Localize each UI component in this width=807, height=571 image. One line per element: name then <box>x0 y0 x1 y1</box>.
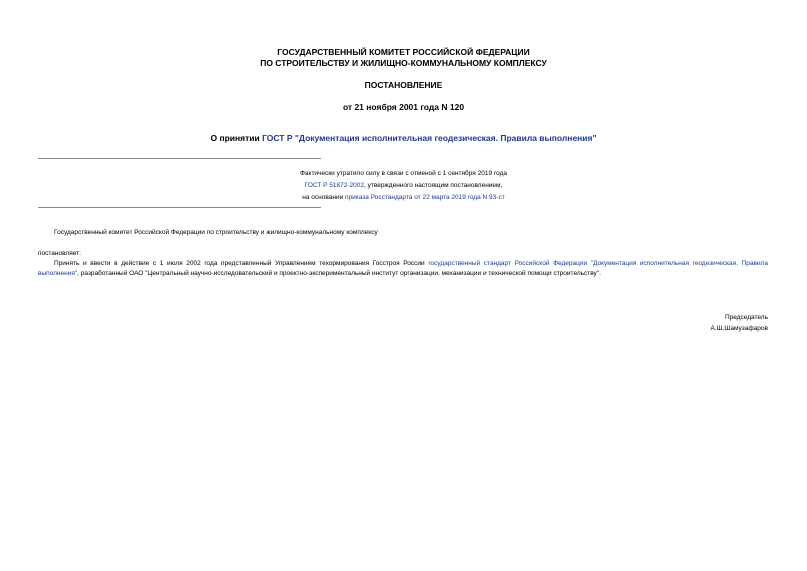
notice-order-link[interactable]: приказа Росстандарта от 22 марта 2019 года N 93-ст <box>345 194 505 201</box>
document-title <box>0 133 807 144</box>
notice-line-2 <box>200 180 607 192</box>
notice-line-1: Фактически утратило силу в связи с отменой с 1 сентября 2019 года <box>299 170 507 177</box>
authority-line-1: ГОСУДАРСТВЕННЫЙ КОМИТЕТ РОССИЙСКОЙ ФЕДЕРАЦИИ <box>277 47 530 57</box>
notice-gost-link[interactable]: ГОСТ Р 51872-2002 <box>304 182 364 189</box>
main-prefix: Принять и ввести в действие с 1 июля 2002 года представленный Управлением техормирования Госстроя России <box>54 260 429 267</box>
notice-line-3 <box>200 192 607 204</box>
main-standard-link[interactable]: государственный стандарт Российской Федерации "Документация исполнительная геодезическая. Правила выполнения" <box>38 260 769 277</box>
notice-line-2-rest: , утвержденного настоящим постановлением, <box>363 182 503 189</box>
title-prefix: О принятии <box>210 133 263 143</box>
notice-divider-top <box>38 158 321 159</box>
signature-title: Председатель <box>724 314 768 321</box>
document-type: ПОСТАНОВЛЕНИЕ <box>364 80 443 90</box>
main-suffix: , разработанный ОАО "Центральный научно-исследовательский и проектно-экспериментальный институт организации, механизации и технической помощи строительству". <box>77 270 601 277</box>
title-gost-link[interactable]: ГОСТ Р "Документация исполнительная геодезическая. Правила выполнения" <box>262 133 597 143</box>
status-notice <box>200 168 607 204</box>
authority-line-2: ПО СТРОИТЕЛЬСТВУ И ЖИЛИЩНО-КОММУНАЛЬНОМУ КОМПЛЕКСУ <box>260 58 547 68</box>
intro-paragraph: Государственный комитет Российской Федерации по строительству и жилищно-коммунальному комплексу <box>54 229 378 236</box>
issuing-authority <box>0 47 807 69</box>
main-paragraph <box>38 259 768 279</box>
signature-name: А.Ш.Шамузафаров <box>710 325 768 332</box>
notice-line-3-prefix: на основании <box>302 194 346 201</box>
resolves-paragraph: постановляет: <box>38 250 81 257</box>
signature-block <box>710 312 768 334</box>
document-date-number: от 21 ноября 2001 года N 120 <box>342 102 465 112</box>
notice-divider-bottom <box>38 207 321 208</box>
